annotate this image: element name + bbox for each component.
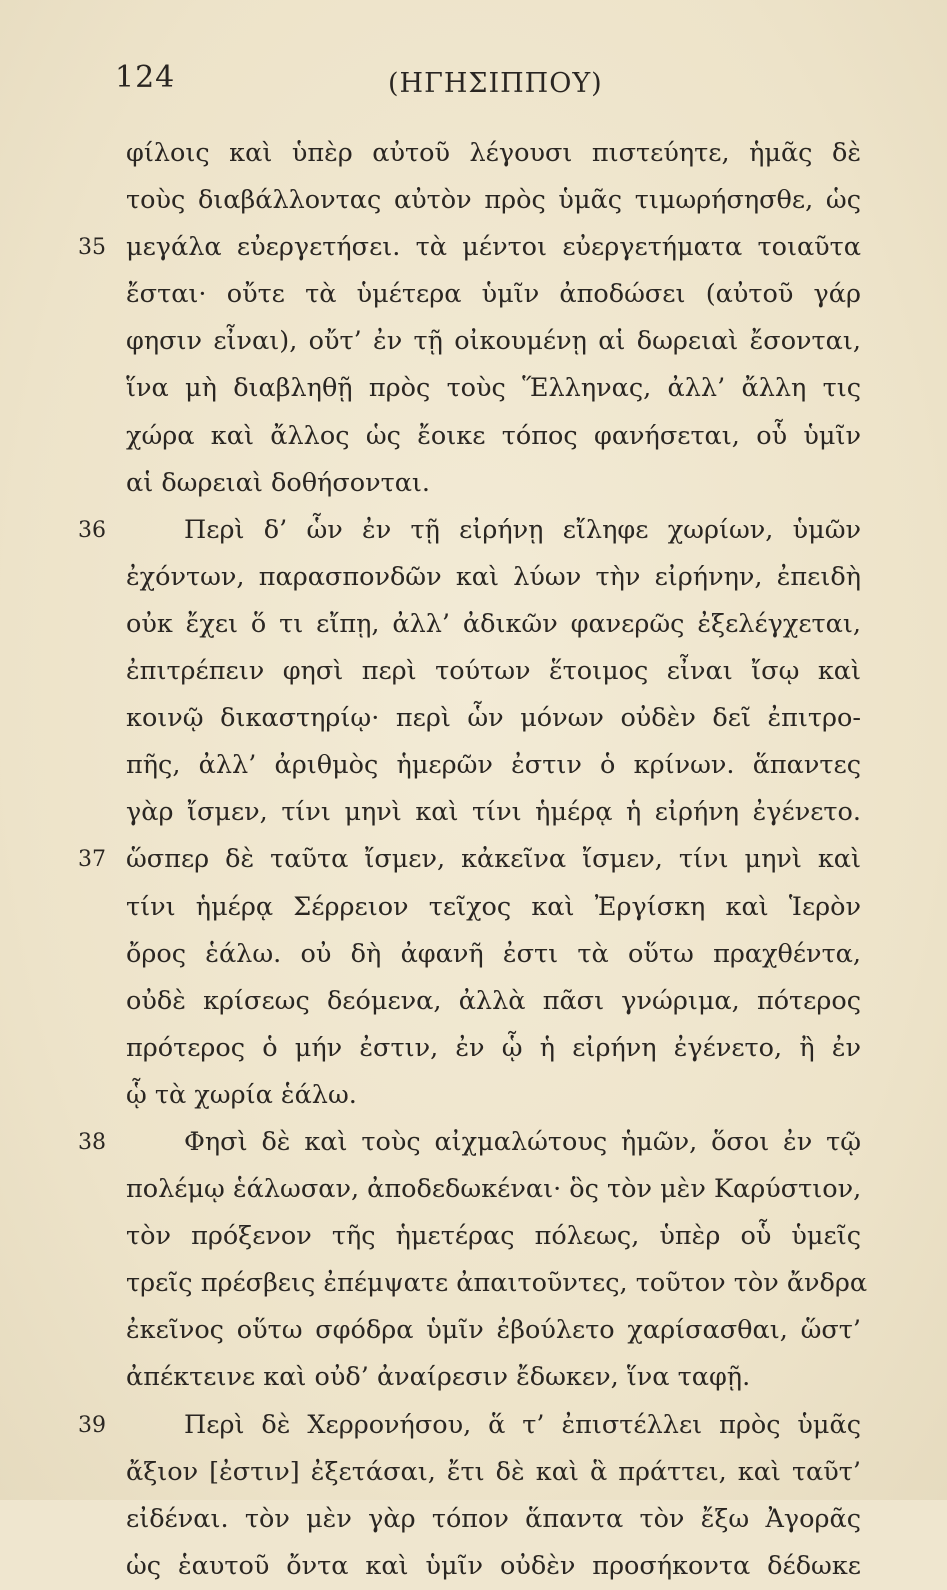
line-text: εἰδέναι. τὸν μὲν γὰρ τόπον ἅπαντα τὸν ἔξω Ἀγορᾶς: [126, 1503, 861, 1534]
section-number: 39: [78, 1412, 106, 1438]
line-text: ἀπέκτεινε καὶ οὐδ’ ἀναίρεσιν ἔδωκεν, ἵνα ταφῇ.: [126, 1362, 751, 1393]
text-line: [0, 365, 947, 412]
text-line: [0, 978, 947, 1025]
text-line: [0, 1025, 947, 1072]
text-line: [0, 836, 947, 883]
text-line: [0, 1307, 947, 1354]
line-text: πῆς, ἀλλ’ ἀριθμὸς ἡμερῶν ἐστιν ὁ κρίνων. ἅπαντες: [126, 750, 861, 781]
text-line: [0, 1496, 947, 1543]
text-line: [0, 130, 947, 177]
line-text: ἔσται· οὔτε τὰ ὑμέτερα ὑμῖν ἀποδώσει (αὐτοῦ γάρ: [126, 279, 861, 310]
line-text: Περὶ δ’ ὧν ἐν τῇ εἰρήνῃ εἴληφε χωρίων, ὑμῶν: [184, 514, 861, 545]
text-line: [0, 931, 947, 978]
line-text: φησιν εἶναι), οὔτ’ ἐν τῇ οἰκουμένῃ αἱ δωρειαὶ ἔσονται,: [126, 326, 861, 357]
text-line: [0, 1166, 947, 1213]
line-text: φίλοις καὶ ὑπὲρ αὐτοῦ λέγουσι πιστεύητε, ἡμᾶς δὲ: [126, 138, 861, 168]
text-line: [0, 1072, 947, 1119]
page-number: 124: [115, 60, 176, 95]
text-line: [0, 1354, 947, 1401]
text-line: [0, 648, 947, 695]
line-text: μεγάλα εὐεργετήσει. τὰ μέντοι εὐεργετήματα τοιαῦτα: [126, 232, 861, 263]
line-text: Φησὶ δὲ καὶ τοὺς αἰχμαλώτους ἡμῶν, ὅσοι ἐν τῷ: [184, 1126, 861, 1157]
line-text: ἐκεῖνος οὕτω σφόδρα ὑμῖν ἐβούλετο χαρίσασθαι, ὥστ’: [126, 1315, 861, 1346]
text-line: [0, 507, 947, 554]
text-line: [0, 224, 947, 271]
text-line: [0, 1260, 947, 1307]
text-line: [0, 554, 947, 601]
text-line: [0, 460, 947, 507]
section-number: 38: [78, 1129, 106, 1155]
line-text: οὐκ ἔχει ὅ τι εἴπῃ, ἀλλ’ ἀδικῶν φανερῶς ἐξελέγχεται,: [126, 608, 861, 639]
section-number: 37: [78, 847, 106, 873]
line-text: Περὶ δὲ Χερρονήσου, ἅ τ’ ἐπιστέλλει πρὸς ὑμᾶς: [184, 1409, 861, 1440]
line-text: αἱ δωρειαὶ δοθήσονται.: [126, 467, 431, 498]
line-text: ὥσπερ δὲ ταῦτα ἴσμεν, κἀκεῖνα ἴσμεν, τίνι μηνὶ καὶ: [126, 844, 861, 875]
line-text: ὡς ἑαυτοῦ ὄντα καὶ ὑμῖν οὐδὲν προσήκοντα δέδωκε: [126, 1550, 861, 1581]
text-line: [0, 1402, 947, 1449]
line-text: πολέμῳ ἑάλωσαν, ἀποδεδωκέναι· ὃς τὸν μὲν Καρύστιον,: [126, 1174, 862, 1205]
section-number: 36: [78, 517, 106, 543]
text-line: [0, 1119, 947, 1166]
text-line: [0, 177, 947, 224]
text-line: [0, 695, 947, 742]
text-line: [0, 318, 947, 365]
line-text: ἐπιτρέπειν φησὶ περὶ τούτων ἕτοιμος εἶναι ἴσῳ καὶ: [126, 656, 861, 687]
text-line: [0, 884, 947, 931]
line-text: κοινῷ δικαστηρίῳ· περὶ ὧν μόνων οὐδὲν δεῖ ἐπιτρο-: [126, 703, 861, 734]
line-text: ἐχόντων, παρασπονδῶν καὶ λύων τὴν εἰρήνην, ἐπειδὴ: [126, 561, 861, 592]
line-text: ὄρος ἑάλω. οὐ δὴ ἀφανῆ ἐστι τὰ οὕτω πραχθέντα,: [126, 938, 861, 969]
line-text: τίνι ἡμέρᾳ Σέρρειον τεῖχος καὶ Ἐργίσκη καὶ Ἱερὸν: [126, 891, 861, 922]
line-text: τοὺς διαβάλλοντας αὐτὸν πρὸς ὑμᾶς τιμωρήσησθε, ὡς: [126, 185, 861, 216]
text-line: [0, 1543, 947, 1590]
text-line: [0, 413, 947, 460]
section-number: 35: [78, 235, 106, 261]
line-text: χώρα καὶ ἄλλος ὡς ἔοικε τόπος φανήσεται, οὗ ὑμῖν: [126, 420, 861, 451]
line-text: οὐδὲ κρίσεως δεόμενα, ἀλλὰ πᾶσι γνώριμα, πότερος: [126, 985, 861, 1016]
running-title: (ΗΓΗΣΙΠΠΟΥ): [388, 68, 603, 99]
line-text: γὰρ ἴσμεν, τίνι μηνὶ καὶ τίνι ἡμέρᾳ ἡ εἰρήνη ἐγένετο.: [126, 797, 861, 828]
line-text: πρότερος ὁ μήν ἐστιν, ἐν ᾧ ἡ εἰρήνη ἐγένετο, ἢ ἐν: [126, 1032, 861, 1063]
text-line: [0, 742, 947, 789]
text-line: [0, 601, 947, 648]
text-line: [0, 789, 947, 836]
line-text: ἵνα μὴ διαβληθῇ πρὸς τοὺς Ἕλληνας, ἀλλ’ ἄλλη τις: [126, 373, 861, 404]
line-text: τρεῖς πρέσβεις ἐπέμψατε ἀπαιτοῦντες, τοῦτον τὸν ἄνδρα: [126, 1268, 868, 1299]
text-line: [0, 1213, 947, 1260]
line-text: τὸν πρόξενον τῆς ἡμετέρας πόλεως, ὑπὲρ οὗ ὑμεῖς: [126, 1221, 861, 1252]
text-line: [0, 271, 947, 318]
line-text: ᾧ τὰ χωρία ἑάλω.: [126, 1079, 357, 1110]
line-text: ἄξιον [ἐστιν] ἐξετάσαι, ἔτι δὲ καὶ ἃ πράττει, καὶ ταῦτ’: [126, 1456, 861, 1487]
text-line: [0, 1449, 947, 1496]
text-body: [0, 130, 947, 1590]
